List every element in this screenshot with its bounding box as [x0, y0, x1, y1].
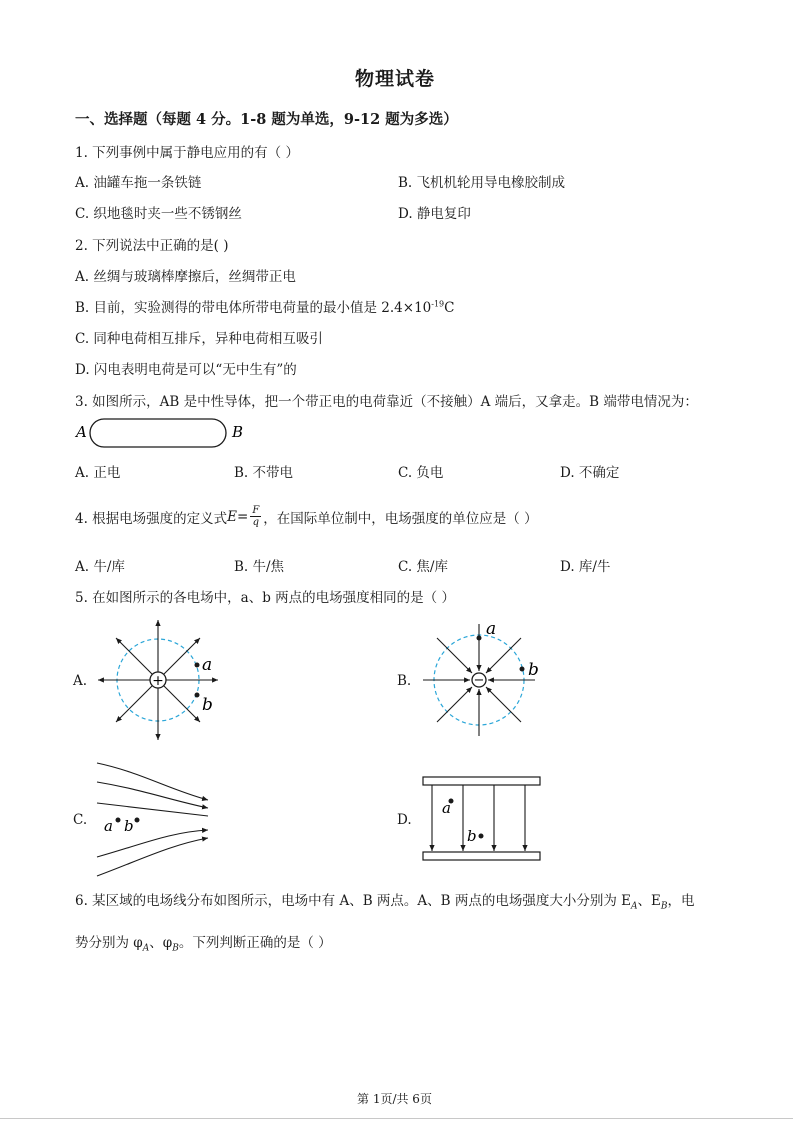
q1-option-b: B. 飞机机轮用导电橡胶制成	[398, 175, 566, 191]
section-heading: 一、选择题（每题 4 分。1-8 题为单选，9-12 题为多选）	[75, 111, 458, 128]
q2-b-exponent: -19	[431, 299, 445, 309]
q3-option-d: D. 不确定	[560, 465, 620, 481]
q2-stem: 2. 下列说法中正确的是( )	[75, 238, 229, 254]
q5b-point-a	[477, 636, 482, 641]
q4-option-b: B. 牛/焦	[234, 559, 285, 575]
q1-stem: 1. 下列事例中属于静电应用的有（ ）	[75, 145, 299, 161]
q5-label-a: A.	[73, 673, 88, 689]
q5c-label-a: a	[104, 817, 113, 835]
q6-line1-end: ，电	[667, 893, 695, 909]
q6-sub-eb: B	[660, 901, 668, 912]
q5-label-c: C.	[73, 812, 88, 828]
q5a-point-b	[195, 693, 200, 698]
q5d-bottom-plate	[423, 852, 540, 860]
q5d-label-b: b	[467, 827, 477, 845]
q5b-minus-sign: −	[473, 673, 485, 688]
q3-label-a: A	[76, 423, 87, 441]
q4-denominator: q	[252, 517, 260, 528]
q5c-point-a	[116, 818, 121, 823]
q5a-label-b: b	[202, 695, 213, 715]
q5a-plus-sign: +	[152, 673, 164, 689]
q4-stem-post: ，在国际单位制中，电场强度的单位应是（ ）	[263, 510, 538, 527]
q2-b-text: B. 目前，实验测得的带电体所带电荷量的最小值是 2.4×10	[75, 300, 432, 316]
q5b-label-a: a	[486, 619, 497, 639]
q5-label-d: D.	[397, 812, 412, 828]
q5-figure-d	[423, 777, 540, 860]
q4-stem-pre: 4. 根据电场强度的定义式	[75, 510, 228, 527]
q4-option-a: A. 牛/库	[75, 559, 125, 575]
q5d-label-a: a	[442, 799, 451, 817]
q5b-point-b	[520, 667, 525, 672]
q5-figure-a	[98, 620, 218, 740]
q6-line2	[75, 931, 332, 954]
q1-option-a: A. 油罐车拖一条铁链	[75, 175, 202, 191]
q5-figure-c	[97, 763, 208, 876]
q5a-label-a: a	[202, 655, 213, 675]
q6-line2-end: 。下列判断正确的是（ ）	[178, 935, 332, 951]
q1-option-d: D. 静电复印	[398, 206, 471, 222]
q2-option-d: D. 闪电表明电荷是可以“无中生有”的	[75, 362, 297, 378]
q1-option-c: C. 织地毯时夹一些不锈钢丝	[75, 206, 242, 222]
q4-formula-lhs: E=	[227, 508, 249, 525]
q5a-point-a	[195, 663, 200, 668]
q5-stem: 5. 在如图所示的各电场中，a、b 两点的电场强度相同的是（ ）	[75, 590, 455, 606]
q3-label-b: B	[232, 423, 244, 441]
q3-option-c: C. 负电	[398, 465, 444, 481]
q6-line1-text: 6. 某区域的电场线分布如图所示，电场中有 A、B 两点。A、B 两点的电场强度大小分别为 E	[75, 893, 632, 909]
q6-line1	[75, 889, 695, 912]
q6-line2-text: 势分别为 φ	[75, 935, 143, 951]
q6-sub-phia: A	[142, 943, 150, 954]
bottom-divider	[0, 1118, 793, 1119]
q5-figure-b	[423, 619, 539, 736]
q2-b-unit: C	[444, 300, 455, 316]
q2-option-a: A. 丝绸与玻璃棒摩擦后，丝绸带正电	[75, 269, 296, 285]
q5c-label-b: b	[124, 817, 134, 835]
q5d-point-b	[479, 834, 484, 839]
q4-numerator: F	[252, 505, 260, 516]
q6-sep: 、E	[637, 893, 661, 909]
q4-option-c: C. 焦/库	[398, 559, 448, 575]
q2-option-c: C. 同种电荷相互排斥，异种电荷相互吸引	[75, 331, 323, 347]
q6-sub-ea: A	[631, 901, 638, 912]
q6-sub-phib: B	[172, 943, 179, 954]
page-title: 物理试卷	[355, 68, 436, 90]
q4-option-d: D. 库/牛	[560, 559, 611, 575]
q3-option-b: B. 不带电	[234, 465, 294, 481]
q6-sep2: 、φ	[149, 935, 173, 951]
q5-label-b: B.	[397, 673, 412, 689]
q5b-label-b: b	[528, 660, 539, 680]
q5c-point-b	[135, 818, 140, 823]
page-footer: 第 1页/共 6页	[357, 1092, 432, 1106]
q3-stem: 3. 如图所示，AB 是中性导体，把一个带正电的电荷靠近（不接触）A 端后，又拿走。B 端带电情况为：	[75, 394, 698, 410]
q3-option-a: A. 正电	[75, 465, 121, 481]
q5d-top-plate	[423, 777, 540, 785]
